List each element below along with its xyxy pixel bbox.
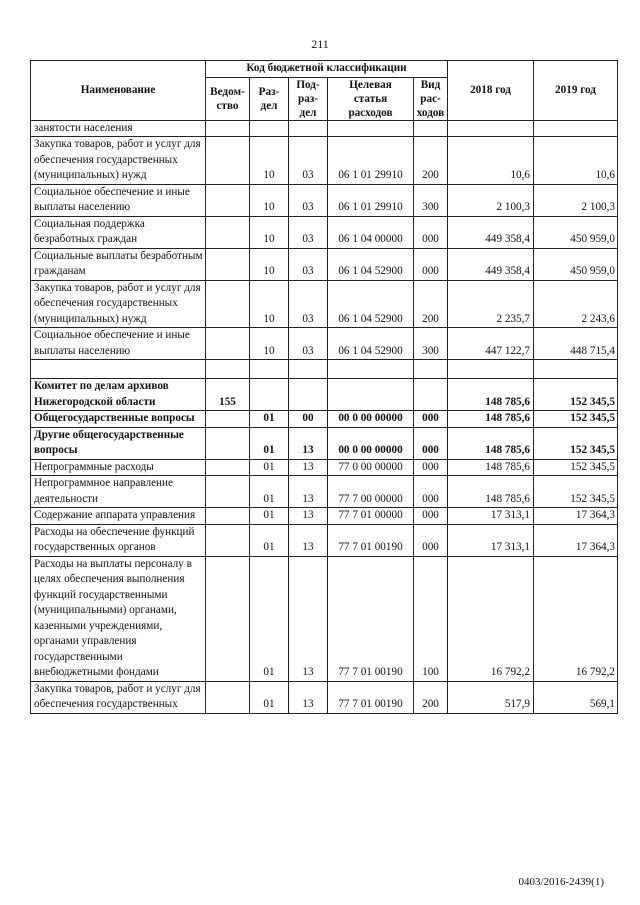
row-vid: 000 [414,216,448,248]
row-name: Социальное обеспечение и иные выплаты населению [31,328,206,360]
spacer-cell [448,360,534,379]
row-name: Закупка товаров, работ и услуг для обеспечения государственных [31,681,206,713]
row-2018: 17 313,1 [448,508,534,525]
row-target [328,120,414,137]
row-target [328,379,414,411]
row-podrazdel: 13 [289,524,328,556]
header-2018: 2018 год [448,61,534,121]
row-vedomstvo [206,248,250,280]
row-target: 77 0 00 00000 [328,459,414,476]
row-vedomstvo [206,459,250,476]
row-vid: 100 [414,556,448,681]
row-name: Содержание аппарата управления [31,508,206,525]
page-number: 211 [311,37,329,51]
row-podrazdel: 13 [289,556,328,681]
row-vid: 300 [414,328,448,360]
table-row [31,459,618,476]
row-razdel: 01 [250,681,289,713]
spacer-cell [250,360,289,379]
row-podrazdel [289,379,328,411]
row-vid: 200 [414,280,448,328]
spacer-cell [534,360,618,379]
row-2018: 2 100,3 [448,184,534,216]
table-body [31,120,618,713]
row-vid: 000 [414,508,448,525]
table-row [31,427,618,459]
row-name: Непрограммные расходы [31,459,206,476]
table-row [31,556,618,681]
row-podrazdel [289,120,328,137]
row-2018 [448,120,534,137]
header-vedomstvo: Ведом- ство [206,77,250,120]
row-vid: 000 [414,427,448,459]
table-row [31,120,618,137]
row-vedomstvo [206,120,250,137]
row-podrazdel: 03 [289,216,328,248]
row-vid: 200 [414,681,448,713]
row-2018: 2 235,7 [448,280,534,328]
row-vid: 000 [414,248,448,280]
table-row [31,184,618,216]
row-target: 00 0 00 00000 [328,427,414,459]
row-vid [414,120,448,137]
row-2018: 449 358,4 [448,248,534,280]
header-target: Целевая статья расходов [328,77,414,120]
row-razdel: 10 [250,137,289,185]
row-name: Закупка товаров, работ и услуг для обеспечения государственных (муниципальных) нужд [31,280,206,328]
row-2018: 449 358,4 [448,216,534,248]
row-vid: 000 [414,459,448,476]
row-2019 [534,120,618,137]
row-name: Расходы на обеспечение функций государственных органов [31,524,206,556]
row-2018: 148 785,6 [448,459,534,476]
row-2019: 17 364,3 [534,508,618,525]
row-razdel [250,120,289,137]
row-target: 77 7 01 00190 [328,556,414,681]
row-razdel: 01 [250,508,289,525]
row-podrazdel: 03 [289,328,328,360]
row-name: Социальная поддержка безработных граждан [31,216,206,248]
row-razdel: 10 [250,280,289,328]
row-2019: 152 345,5 [534,476,618,508]
row-vedomstvo: 155 [206,379,250,411]
row-vid: 200 [414,137,448,185]
row-vedomstvo [206,328,250,360]
row-2019: 569,1 [534,681,618,713]
row-vedomstvo [206,411,250,428]
table-row [31,508,618,525]
row-target: 77 7 00 00000 [328,476,414,508]
header-razdel: Раз- дел [250,77,289,120]
document-code: 0403/2016-2439(1) [518,876,604,888]
row-target: 06 1 04 52900 [328,248,414,280]
row-razdel: 10 [250,184,289,216]
row-razdel: 01 [250,427,289,459]
row-vid [414,379,448,411]
row-2019: 2 243,6 [534,280,618,328]
row-2019: 450 959,0 [534,216,618,248]
table-row [31,524,618,556]
row-target: 77 7 01 00000 [328,508,414,525]
row-2019: 10,6 [534,137,618,185]
row-razdel [250,379,289,411]
table-row [31,216,618,248]
row-target: 06 1 04 52900 [328,280,414,328]
row-2018: 148 785,6 [448,427,534,459]
row-2019: 2 100,3 [534,184,618,216]
row-podrazdel: 13 [289,459,328,476]
row-vedomstvo [206,216,250,248]
row-name: занятости населения [31,120,206,137]
row-podrazdel: 13 [289,681,328,713]
row-razdel: 01 [250,476,289,508]
row-podrazdel: 03 [289,280,328,328]
row-vedomstvo [206,137,250,185]
row-vid: 000 [414,524,448,556]
row-name: Общегосударственные вопросы [31,411,206,428]
row-target: 06 1 01 29910 [328,184,414,216]
table-row [31,248,618,280]
row-podrazdel: 13 [289,476,328,508]
row-2018: 517,9 [448,681,534,713]
row-2018: 148 785,6 [448,411,534,428]
row-razdel: 01 [250,524,289,556]
spacer-cell [289,360,328,379]
row-2018: 17 313,1 [448,524,534,556]
row-razdel: 10 [250,328,289,360]
row-target: 06 1 01 29910 [328,137,414,185]
header-vid: Вид рас- ходов [414,77,448,120]
row-vedomstvo [206,280,250,328]
budget-table [30,60,618,714]
header-name: Наименование [31,61,206,121]
row-podrazdel: 03 [289,248,328,280]
spacer-cell [328,360,414,379]
table-row [31,379,618,411]
table-row [31,137,618,185]
header-classification-code: Код бюджетной классификации [206,61,448,78]
row-name: Социальные выплаты безработным гражданам [31,248,206,280]
row-vid: 000 [414,476,448,508]
row-razdel: 10 [250,248,289,280]
row-podrazdel: 13 [289,508,328,525]
row-name: Комитет по делам архивов Нижегородской области [31,379,206,411]
row-vedomstvo [206,556,250,681]
table-row [31,476,618,508]
row-2018: 148 785,6 [448,476,534,508]
row-name: Закупка товаров, работ и услуг для обеспечения государственных (муниципальных) нужд [31,137,206,185]
table-row [31,280,618,328]
row-razdel: 01 [250,556,289,681]
row-podrazdel: 03 [289,184,328,216]
spacer-cell [206,360,250,379]
header-podrazdel: Под- раз- дел [289,77,328,120]
row-2019: 16 792,2 [534,556,618,681]
row-2019: 152 345,5 [534,379,618,411]
row-podrazdel: 13 [289,427,328,459]
row-2019: 152 345,5 [534,427,618,459]
row-2019: 448 715,4 [534,328,618,360]
row-vedomstvo [206,508,250,525]
row-podrazdel: 03 [289,137,328,185]
table-row [31,328,618,360]
row-razdel: 10 [250,216,289,248]
row-2019: 152 345,5 [534,411,618,428]
row-vedomstvo [206,681,250,713]
table-row [31,681,618,713]
row-target: 77 7 01 00190 [328,681,414,713]
row-podrazdel: 00 [289,411,328,428]
row-name: Социальное обеспечение и иные выплаты населению [31,184,206,216]
row-2018: 447 122,7 [448,328,534,360]
row-razdel: 01 [250,411,289,428]
row-target: 77 7 01 00190 [328,524,414,556]
row-vid: 000 [414,411,448,428]
row-razdel: 01 [250,459,289,476]
header-2019: 2019 год [534,61,618,121]
row-vid: 300 [414,184,448,216]
row-target: 00 0 00 00000 [328,411,414,428]
row-2018: 10,6 [448,137,534,185]
row-2019: 17 364,3 [534,524,618,556]
row-target: 06 1 04 00000 [328,216,414,248]
row-vedomstvo [206,524,250,556]
row-2019: 450 959,0 [534,248,618,280]
row-target: 06 1 04 52900 [328,328,414,360]
table-row [31,411,618,428]
table-row [31,360,618,379]
row-2018: 16 792,2 [448,556,534,681]
row-vedomstvo [206,427,250,459]
row-2018: 148 785,6 [448,379,534,411]
row-name: Другие общегосударственные вопросы [31,427,206,459]
row-vedomstvo [206,476,250,508]
spacer-cell [31,360,206,379]
row-vedomstvo [206,184,250,216]
row-name: Непрограммное направление деятельности [31,476,206,508]
row-2019: 152 345,5 [534,459,618,476]
row-name: Расходы на выплаты персоналу в целях обеспечения выполнения функций государственными (муниципальными) органами, казенными учреждениями, органами управления государственными внебюджетными фондами [31,556,206,681]
spacer-cell [414,360,448,379]
